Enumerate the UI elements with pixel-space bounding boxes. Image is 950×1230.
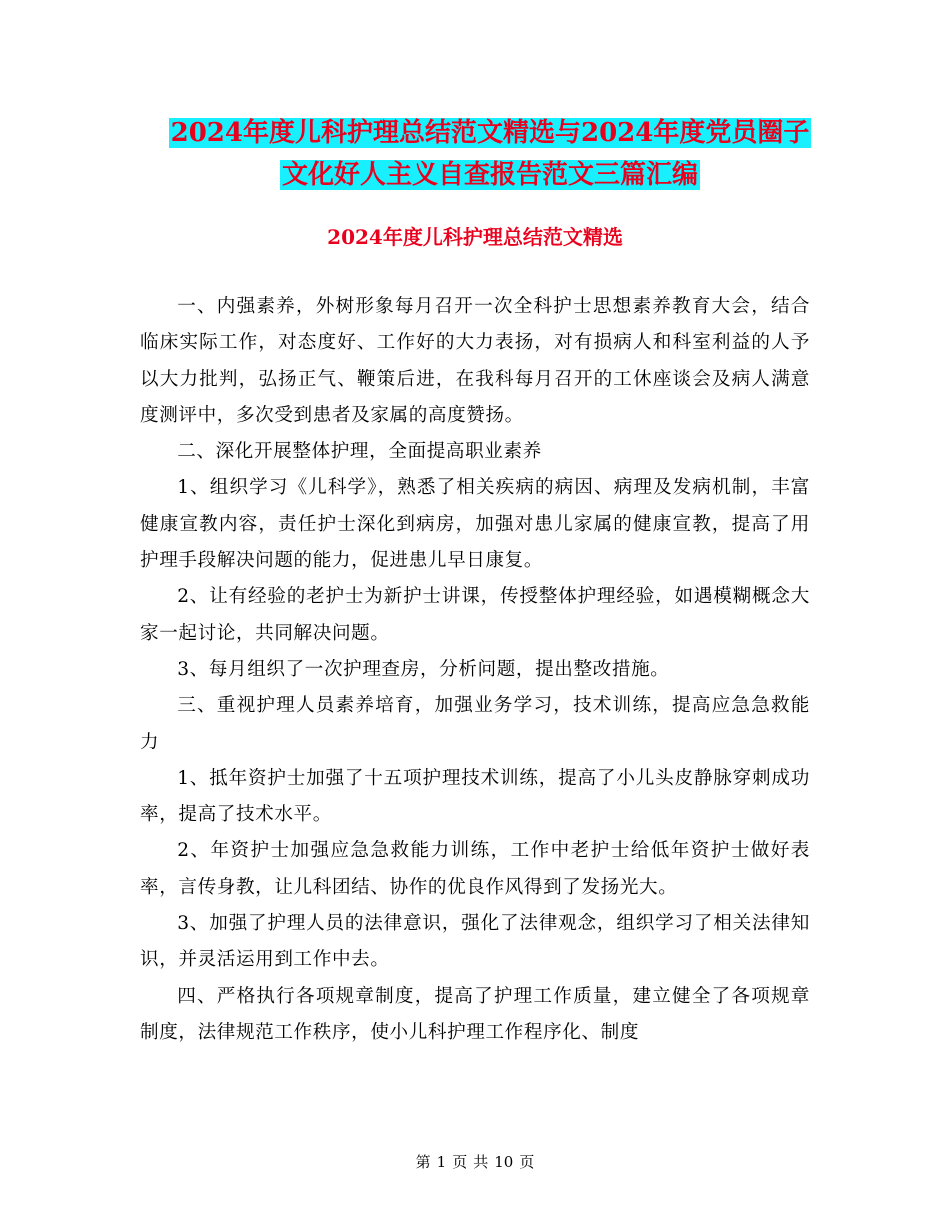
title-line-2: 文化好人主义自查报告范文三篇汇编 [281, 160, 698, 190]
paragraph: 四、严格执行各项规章制度，提高了护理工作质量，建立健全了各项规章制度，法律规范工作秩序，使小儿科护理工作程序化、制度 [140, 985, 810, 1043]
footer-total-word: 共 [473, 1153, 489, 1171]
paragraph: 2、年资护士加强应急急救能力训练，工作中老护士给低年资护士做好表率，言传身教，让儿科团结、协作的优良作风得到了发扬光大。 [140, 840, 810, 898]
title-line-1: 2024年度儿科护理总结范文精选与2024年度党员圈子 [170, 118, 810, 148]
paragraph: 2、让有经验的老护士为新护士讲课，传授整体护理经验，如遇模糊概念大家一起讨论，共同解决问题。 [140, 586, 810, 644]
footer-total-unit: 页 [519, 1153, 535, 1171]
paragraph: 二、深化开展整体护理，全面提高职业素养 [177, 441, 542, 463]
footer-total-pages: 10 [494, 1153, 514, 1171]
section-heading: 2024年度儿科护理总结范文精选 [327, 225, 623, 249]
document-body [140, 289, 810, 1051]
footer-page-word: 第 [415, 1153, 431, 1171]
paragraph: 1、抵年资护士加强了十五项护理技术训练，提高了小儿头皮静脉穿刺成功率，提高了技术水平。 [140, 767, 810, 826]
document-title [120, 112, 860, 196]
paragraph: 三、重视护理人员素养培育，加强业务学习，技术训练，提高应急急救能力 [140, 695, 810, 753]
page-footer [0, 1152, 950, 1172]
footer-page-number: 1 [436, 1153, 447, 1171]
paragraph: 一、内强素养，外树形象每月召开一次全科护士思想素养教育大会，结合临床实际工作，对态度好、工作好的大力表扬，对有损病人和科室利益的人予以大力批判，弘扬正气、鞭策后进，在我科每月召开的工休座谈会及病人满意度测评中，多次受到患者及家属的高度赞扬。 [140, 296, 810, 426]
paragraph: 3、加强了护理人员的法律意识，强化了法律观念，组织学习了相关法律知识，并灵活运用到工作中去。 [140, 913, 810, 971]
paragraph: 3、每月组织了一次护理查房，分析问题，提出整改措施。 [177, 658, 670, 680]
paragraph: 1、组织学习《儿科学》，熟悉了相关疾病的病因、病理及发病机制，丰富健康宣教内容，责任护士深化到病房，加强对患儿家属的健康宣教，提高了用护理手段解决问题的能力，促进患儿早日康复。 [140, 477, 810, 572]
footer-page-unit: 页 [452, 1153, 468, 1171]
